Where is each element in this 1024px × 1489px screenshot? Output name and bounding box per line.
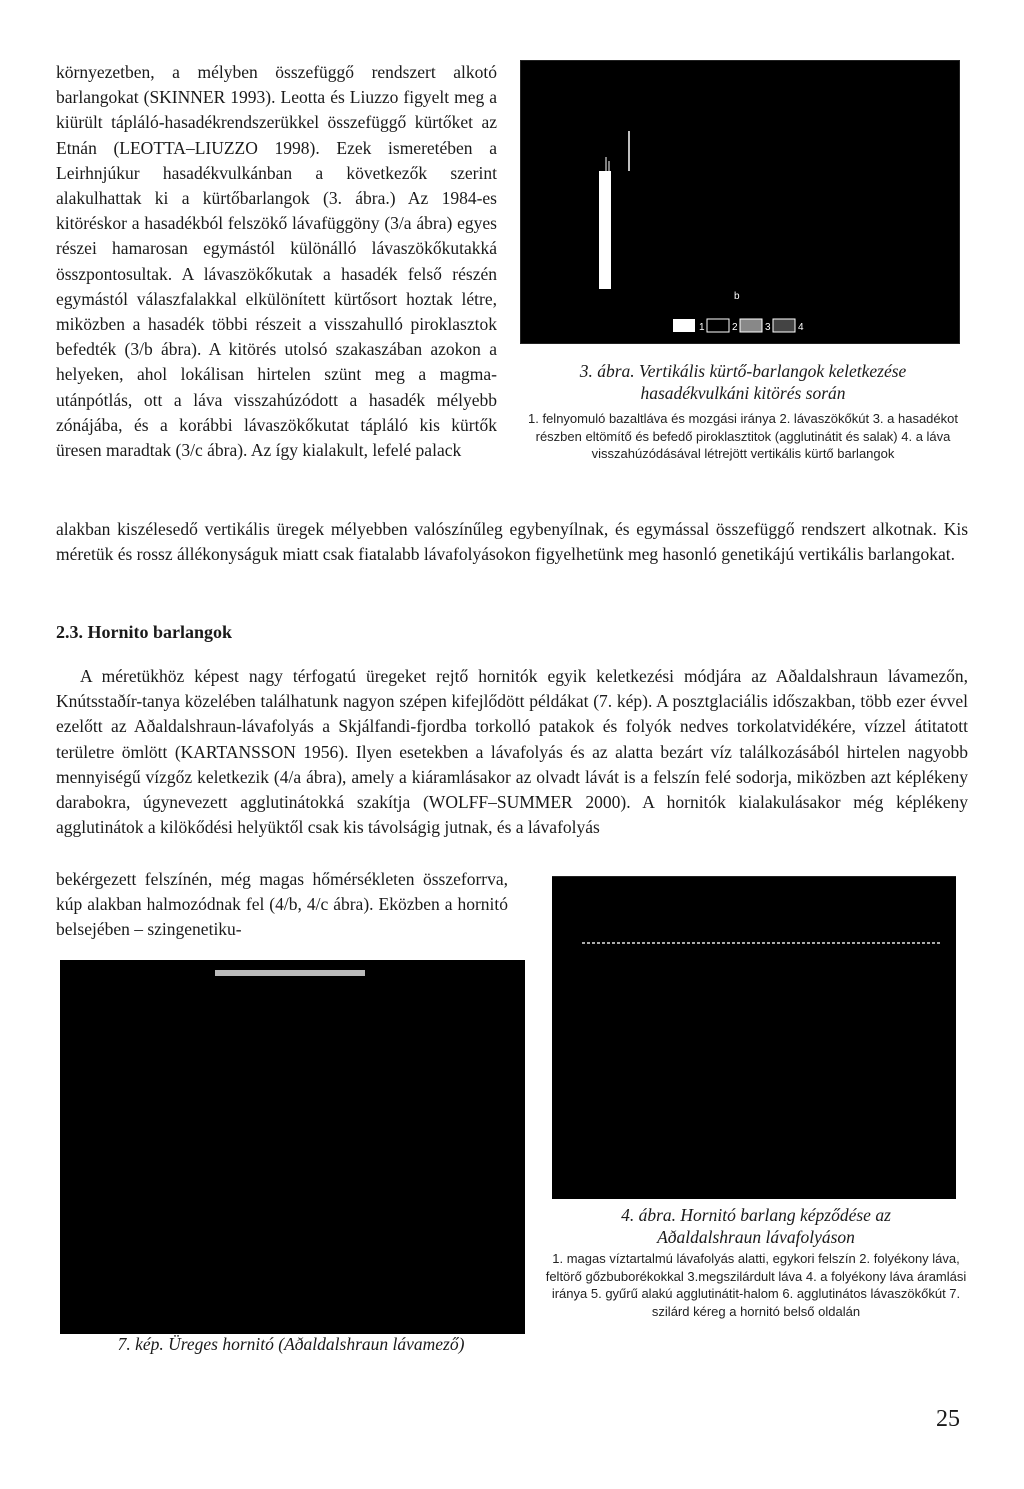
panel-label-b: b (734, 291, 740, 302)
figure-3-diagram (520, 60, 960, 344)
legend-swatch-2 (707, 319, 729, 332)
figure-4-caption-text: 1. magas víztartalmú lávafolyás alatti, egykori felszín 2. folyékony láva, feltörő gőzbuborékokkal 3.megszilárdult láva 4. a folyékony láva áramlási iránya 5. gyűrű alakú agglutinátit-halom 6. agglutinátos lávaszökőkút 7. szilárd kéreg a hornitó belső oldalán (545, 1251, 967, 1319)
legend-swatch-1 (673, 319, 695, 332)
figure-3-caption-title-2: hasadékvulkáni kitörés során (640, 383, 846, 403)
legend-label-2: 2 (732, 322, 738, 333)
left-column-text: környezetben, a mélyben összefüggő rendszert alkotó barlangokat (SKINNER 1993). Leotta és Liuzzo figyelt meg a kiürült tápláló-hasadékrendszerükkel összefüggő kürtőket az Etnán (LEOTTA–LIUZZO 1998). Ezek ismeretében a Leirhnjúkur hasadékvulkánban a következők szerint alakulhattak ki a kürtőbarlangok (3. ábra.) Az 1984-es kitöréskor a hasadékból felszökő lávafüggöny (3/a ábra) egyes részei hamarosan egymástól különálló lávaszökőkutakká összpontosultak. A lávaszökőkutak a hasadék felső részén egymástól válaszfalakkal elkülönített kürtősort hoztak létre, miközben a hasadék többi részeit a visszahulló piroklasztok befedték (3/b ábra). A kitörés utolsó szakaszában azokon a helyeken, ahol lokálisan hirtelen szünt meg a magma-utánpótlás, ott a láva visszahúzódott a hasadék mélyebb zónájába, és a korábbi lávaszökőkutat tápláló kis kürtők üresen maradtak (3/c ábra). Az így kialakult, lefelé palack (56, 62, 497, 461)
legend-label-4: 4 (798, 322, 804, 333)
photo-7 (60, 960, 525, 1334)
page-number: 25 (936, 1406, 960, 1432)
conduit-bar (599, 171, 611, 289)
figure-3-caption-text: 1. felnyomuló bazaltláva és mozgási iránya 2. lávaszökőkút 3. a hasadékot részben eltömítő és befedő piroklasztitok (agglutinátit és salak) 4. a láva visszahúzódásával létrejött vertikális kürtő barlangok (528, 411, 958, 461)
photo-edge-strip (215, 970, 365, 976)
figure-3-caption-title-1: 3. ábra. Vertikális kürtő-barlangok keletkezése (579, 361, 907, 381)
figure-4-diagram (552, 876, 956, 1199)
photo-7-svg (60, 960, 525, 1334)
figure-3-svg (521, 61, 959, 343)
figure-3-legend (673, 319, 804, 333)
hornito-paragraph: A méretükhöz képest nagy térfogatú üregeket rejtő hornitók egyik keletkezési módjára az Aðaldalshraun lávamezőn, Knútsstaðír-tanya közelében találhatunk nagyon szépen kifejlődött példákat (7. kép). A posztglaciális időszakban, több ezer évvel ezelőtt az Aðaldalshraun-lávafolyás a Skjálfandi-fjordba torkolló patakok és folyók nedves torkolatvidékére, vízzel átitatott területre ömlött (KARTANSSON 1956). Ilyen esetekben a lávafolyás és az alatta bezárt víz találkozásából hirtelen nagyobb mennyiségű vízgőz keletkezik (4/a ábra), amely a kiáramlásakor az olvadt lávát is a felszín felé sodorja, miközben azt képlékeny darabokra, úgynevezett agglutinátokká szakítja (WOLFF–SUMMER 2000). A hornitók kialakulásakor még képlékeny agglutinátok a kilökődési helyüktől csak kis távolságig jutnak, és a lávafolyás (56, 666, 968, 838)
figure-4-svg (552, 877, 956, 1199)
photo-7-caption: 7. kép. Üreges hornitó (Aðaldalshraun lávamező) (117, 1334, 465, 1354)
legend-label-3: 3 (765, 322, 771, 333)
legend-swatch-4 (773, 319, 795, 332)
figure-4-caption-title-1: 4. ábra. Hornitó barlang képződése az (621, 1205, 891, 1225)
hornito-paragraph-continued: bekérgezett felszínén, még magas hőmérsékleten összeforrva, kúp alakban halmozódnak fel (4/b, 4/c ábra). Eközben a hornitó belsejében – szingenetiku- (56, 869, 508, 940)
section-title: 2.3. Hornito barlangok (56, 622, 233, 642)
figure-4-caption-title-2: Aðaldalshraun lávafolyáson (657, 1227, 855, 1247)
full-width-text-1: alakban kiszélesedő vertikális üregek mélyebben valószínűleg egybenyílnak, és egymással összefüggő rendszert alkotnak. Kis méretük és rossz állékonyságuk miatt csak fiatalabb lávafolyásokon figyelhetünk meg hasonló genetikájú vertikális barlangokat. (56, 519, 968, 565)
legend-swatch-3 (740, 319, 762, 332)
legend-label-1: 1 (699, 322, 705, 333)
figure-3-caption (512, 360, 974, 463)
figure-4-caption (540, 1204, 972, 1320)
